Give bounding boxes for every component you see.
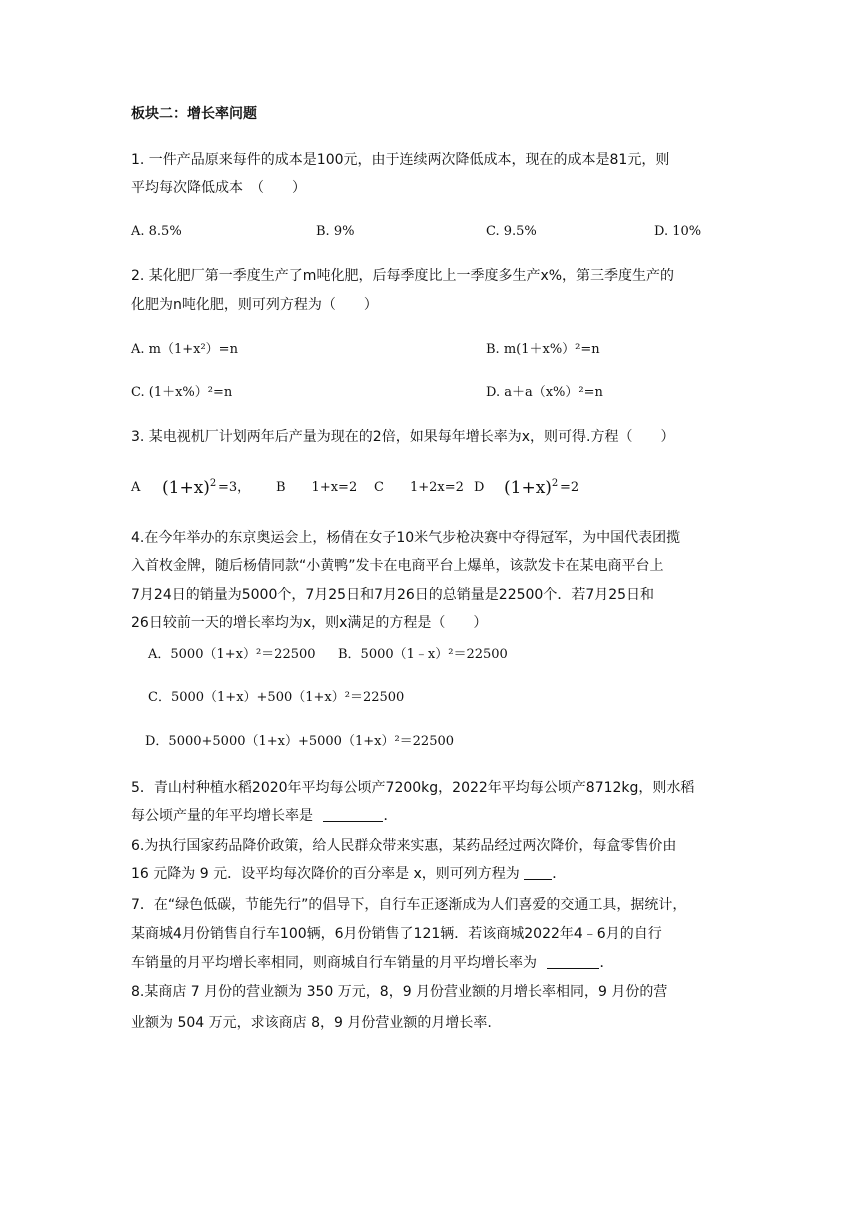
q1-option-a: A. 8.5% bbox=[131, 224, 182, 239]
q7-period: ． bbox=[599, 955, 614, 971]
q2-option-d: D. a＋a（x%）²=n bbox=[486, 385, 603, 400]
q7-line3-row bbox=[131, 953, 613, 973]
q1-line2: 平均每次降低成本 （ ） bbox=[131, 180, 306, 196]
q7-line1: 7．在“绿色低碳，节能先行”的倡导下，自行车正逐渐成为人们喜爱的交通工具，据统计， bbox=[131, 897, 687, 913]
q4-option-c: C．5000（1+x）+500（1+x）²＝22500 bbox=[148, 690, 405, 705]
q4-option-d: D．5000+5000（1+x）+5000（1+x）²＝22500 bbox=[145, 734, 455, 749]
q3-option-a-expr: $(1+x)^2$ bbox=[162, 478, 217, 498]
q4-line2: 入首枚金牌，随后杨倩同款“小黄鸭”发卡在电商平台上爆单，该款发卡在某电商平台上 bbox=[131, 558, 664, 574]
q5-answer-blank[interactable] bbox=[323, 807, 383, 822]
q3-option-d-expr: $(1+x)^2$ bbox=[504, 478, 559, 498]
section-title: 板块二：增长率问题 bbox=[131, 106, 257, 122]
q3-option-d-rhs: =2 bbox=[560, 480, 580, 495]
q7-line2: 某商城4月份销售自行车100辆，6月份销售了121辆．若该商城2022年4﹣6月的自行 bbox=[131, 926, 662, 942]
q5-period: ． bbox=[383, 808, 398, 824]
q5-line2-row bbox=[131, 806, 397, 826]
q3-option-b: B 1+x=2 bbox=[276, 480, 358, 495]
q4-line3: 7月24日的销量为5000个，7月25日和7月26日的总销量是22500个．若7月25日和 bbox=[131, 587, 655, 603]
q7-answer-blank[interactable] bbox=[547, 954, 599, 969]
q4-line1: 4.在今年举办的东京奥运会上，杨倩在女子10米气步枪决赛中夺得冠军，为中国代表团揽 bbox=[131, 530, 681, 546]
q1-line1: 1. 一件产品原来每件的成本是100元，由于连续两次降低成本，现在的成本是81元，则 bbox=[131, 152, 670, 168]
q5-line1: 5．青山村种植水稻2020年平均每公顷产7200kg，2022年平均每公顷产8712kg，则水稻 bbox=[131, 780, 695, 796]
q8-line2: 业额为 504 万元，求该商店 8，9 月份营业额的月增长率. bbox=[131, 1015, 492, 1031]
q3-option-a-rhs: =3， bbox=[218, 480, 251, 495]
q6-period: ． bbox=[552, 866, 567, 882]
q4-option-b: B．5000（1﹣x）²＝22500 bbox=[338, 647, 508, 662]
q1-option-c: C. 9.5% bbox=[486, 224, 537, 239]
q3-option-a-label: A bbox=[131, 480, 141, 495]
q5-line2: 每公顷产量的年平均增长率是 bbox=[131, 808, 313, 824]
q6-line2: 16 元降为 9 元．设平均每次降价的百分率是 x，则可列方程为 bbox=[131, 866, 520, 882]
q2-option-b: B. m(1＋x%）²=n bbox=[486, 342, 600, 357]
q8-line1: 8.某商店 7 月份的营业额为 350 万元，8，9 月份营业额的月增长率相同，9 月份的营 bbox=[131, 984, 668, 1000]
q3-option-a-base: (1+x) bbox=[162, 478, 210, 498]
q3-option-d-label: D bbox=[474, 480, 485, 495]
q7-line3: 车销量的月平均增长率相同，则商城自行车销量的月平均增长率为 bbox=[131, 955, 537, 971]
q4-option-a: A．5000（1+x）²＝22500 bbox=[148, 647, 316, 662]
q3-line1: 3. 某电视机厂计划两年后产量为现在的2倍，如果每年增长率为x，则可得.方程（ ） bbox=[131, 429, 675, 445]
q2-option-a: A. m（1+x²）=n bbox=[131, 342, 238, 357]
q6-line1: 6.为执行国家药品降价政策，给人民群众带来实惠，某药品经过两次降价，每盒零售价由 bbox=[131, 838, 677, 854]
q4-line4: 26日较前一天的增长率均为x，则x满足的方程是（ ） bbox=[131, 615, 488, 631]
q2-line2: 化肥为n吨化肥，则可列方程为（ ） bbox=[131, 297, 378, 313]
q2-option-c: C. (1＋x%）²=n bbox=[131, 385, 233, 400]
q3-option-d-base: (1+x) bbox=[504, 478, 552, 498]
q1-option-d: D. 10% bbox=[654, 224, 702, 239]
q2-line1: 2. 某化肥厂第一季度生产了m吨化肥，后每季度比上一季度多生产x%，第三季度生产的 bbox=[131, 268, 675, 284]
q1-option-b: B. 9% bbox=[316, 224, 355, 239]
q3-option-c: C 1+2x=2 bbox=[374, 480, 464, 495]
q6-answer-blank[interactable] bbox=[524, 865, 552, 880]
q6-line2-row bbox=[131, 864, 566, 884]
